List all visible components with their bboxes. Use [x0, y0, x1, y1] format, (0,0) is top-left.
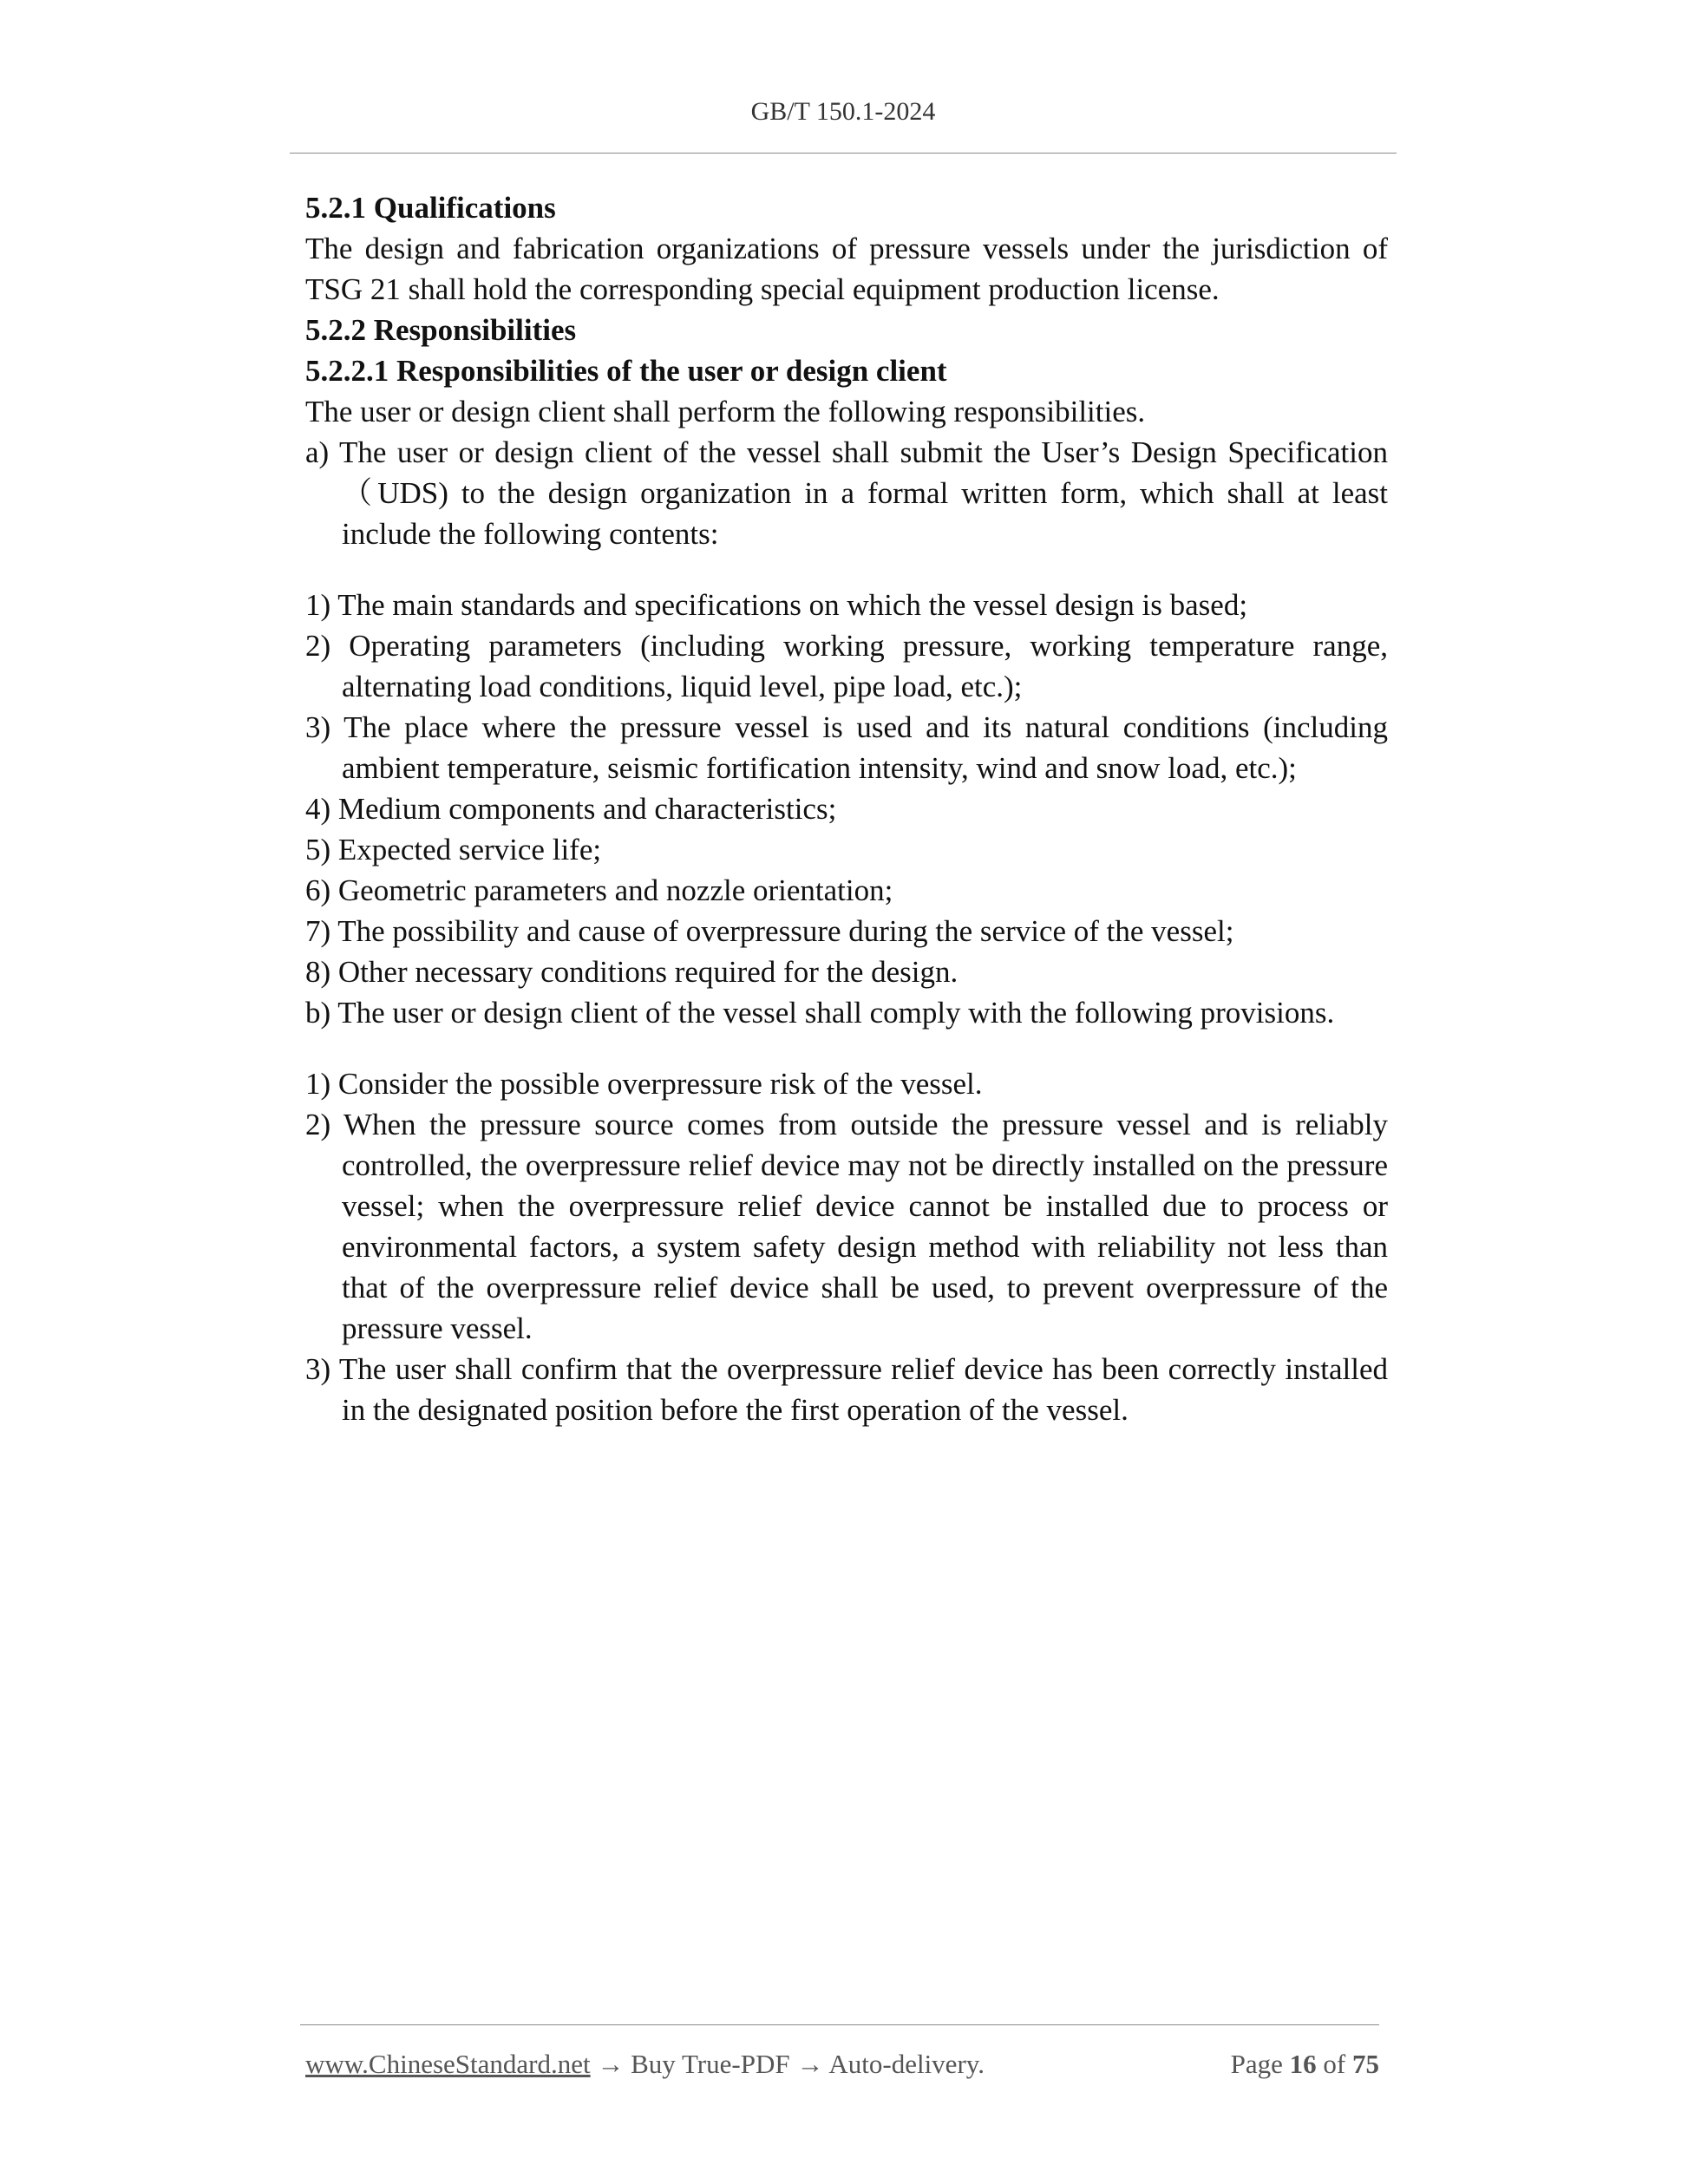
- list-item-a-1: 1) The main standards and specifications on which the vessel design is based;: [305, 588, 1248, 622]
- list-item-b-3: 3) The user shall confirm that the overpressure relief device has been correctly installed in the designated position before the first operation of the vessel.: [305, 1352, 1388, 1427]
- footer-promo: [305, 2049, 985, 2080]
- list-item-a-5: 5) Expected service life;: [305, 833, 602, 866]
- list-item-a-3: 3) The place where the pressure vessel is used and its natural conditions (including ambient temperature, seismic fortification intensity, wind and snow load, etc.);: [305, 710, 1388, 785]
- document-body: [305, 187, 1388, 1430]
- list-item-a-8: 8) Other necessary conditions required for the design.: [305, 955, 958, 989]
- footer-promo-text: → Buy True-PDF → Auto-delivery.: [590, 2049, 985, 2079]
- list-item-b-2: 2) When the pressure source comes from outside the pressure vessel and is reliably controlled, the overpressure relief device may not be directly installed on the pressure vessel; when the overpressure relief device cannot be installed due to process or environmental factors, a system safety design method with reliability not less than that of the overpressure relief device shall be used, to prevent overpressure of the pressure vessel.: [305, 1108, 1388, 1345]
- list-item-a-7: 7) The possibility and cause of overpressure during the service of the vessel;: [305, 914, 1234, 948]
- page-indicator: [1231, 2049, 1379, 2080]
- list-item-a-4: 4) Medium components and characteristics;: [305, 792, 837, 826]
- list-item-a: a) The user or design client of the vessel shall submit the User’s Design Specification （UDS) to the design organization in a formal written form, which shall at least include the following contents:: [305, 435, 1388, 551]
- header-divider: [290, 153, 1397, 154]
- page-of-label: of: [1323, 2049, 1346, 2079]
- list-item-a-6: 6) Geometric parameters and nozzle orientation;: [305, 873, 893, 907]
- page-label: Page: [1230, 2049, 1283, 2079]
- page-total: 75: [1352, 2049, 1379, 2079]
- list-item-a-2: 2) Operating parameters (including working pressure, working temperature range, alternating load conditions, liquid level, pipe load, etc.);: [305, 629, 1388, 703]
- heading-responsibilities: 5.2.2 Responsibilities: [305, 313, 577, 347]
- paragraph-qualifications: The design and fabrication organizations of pressure vessels under the jurisdiction of TSG 21 shall hold the corresponding special equipment production license.: [305, 232, 1388, 306]
- page-header-title: GB/T 150.1-2024: [750, 97, 936, 126]
- chinesestandard-link[interactable]: www.ChineseStandard.net: [305, 2049, 591, 2079]
- paragraph-user-responsibilities-intro: The user or design client shall perform the following responsibilities.: [305, 395, 1146, 428]
- heading-user-responsibilities: 5.2.2.1 Responsibilities of the user or design client: [305, 354, 947, 388]
- list-item-b: b) The user or design client of the vessel shall comply with the following provisions.: [305, 996, 1335, 1030]
- footer-divider: [300, 2024, 1379, 2025]
- list-item-b-1: 1) Consider the possible overpressure risk of the vessel.: [305, 1067, 983, 1101]
- heading-qualifications: 5.2.1 Qualifications: [305, 191, 556, 225]
- page-current: 16: [1289, 2049, 1317, 2079]
